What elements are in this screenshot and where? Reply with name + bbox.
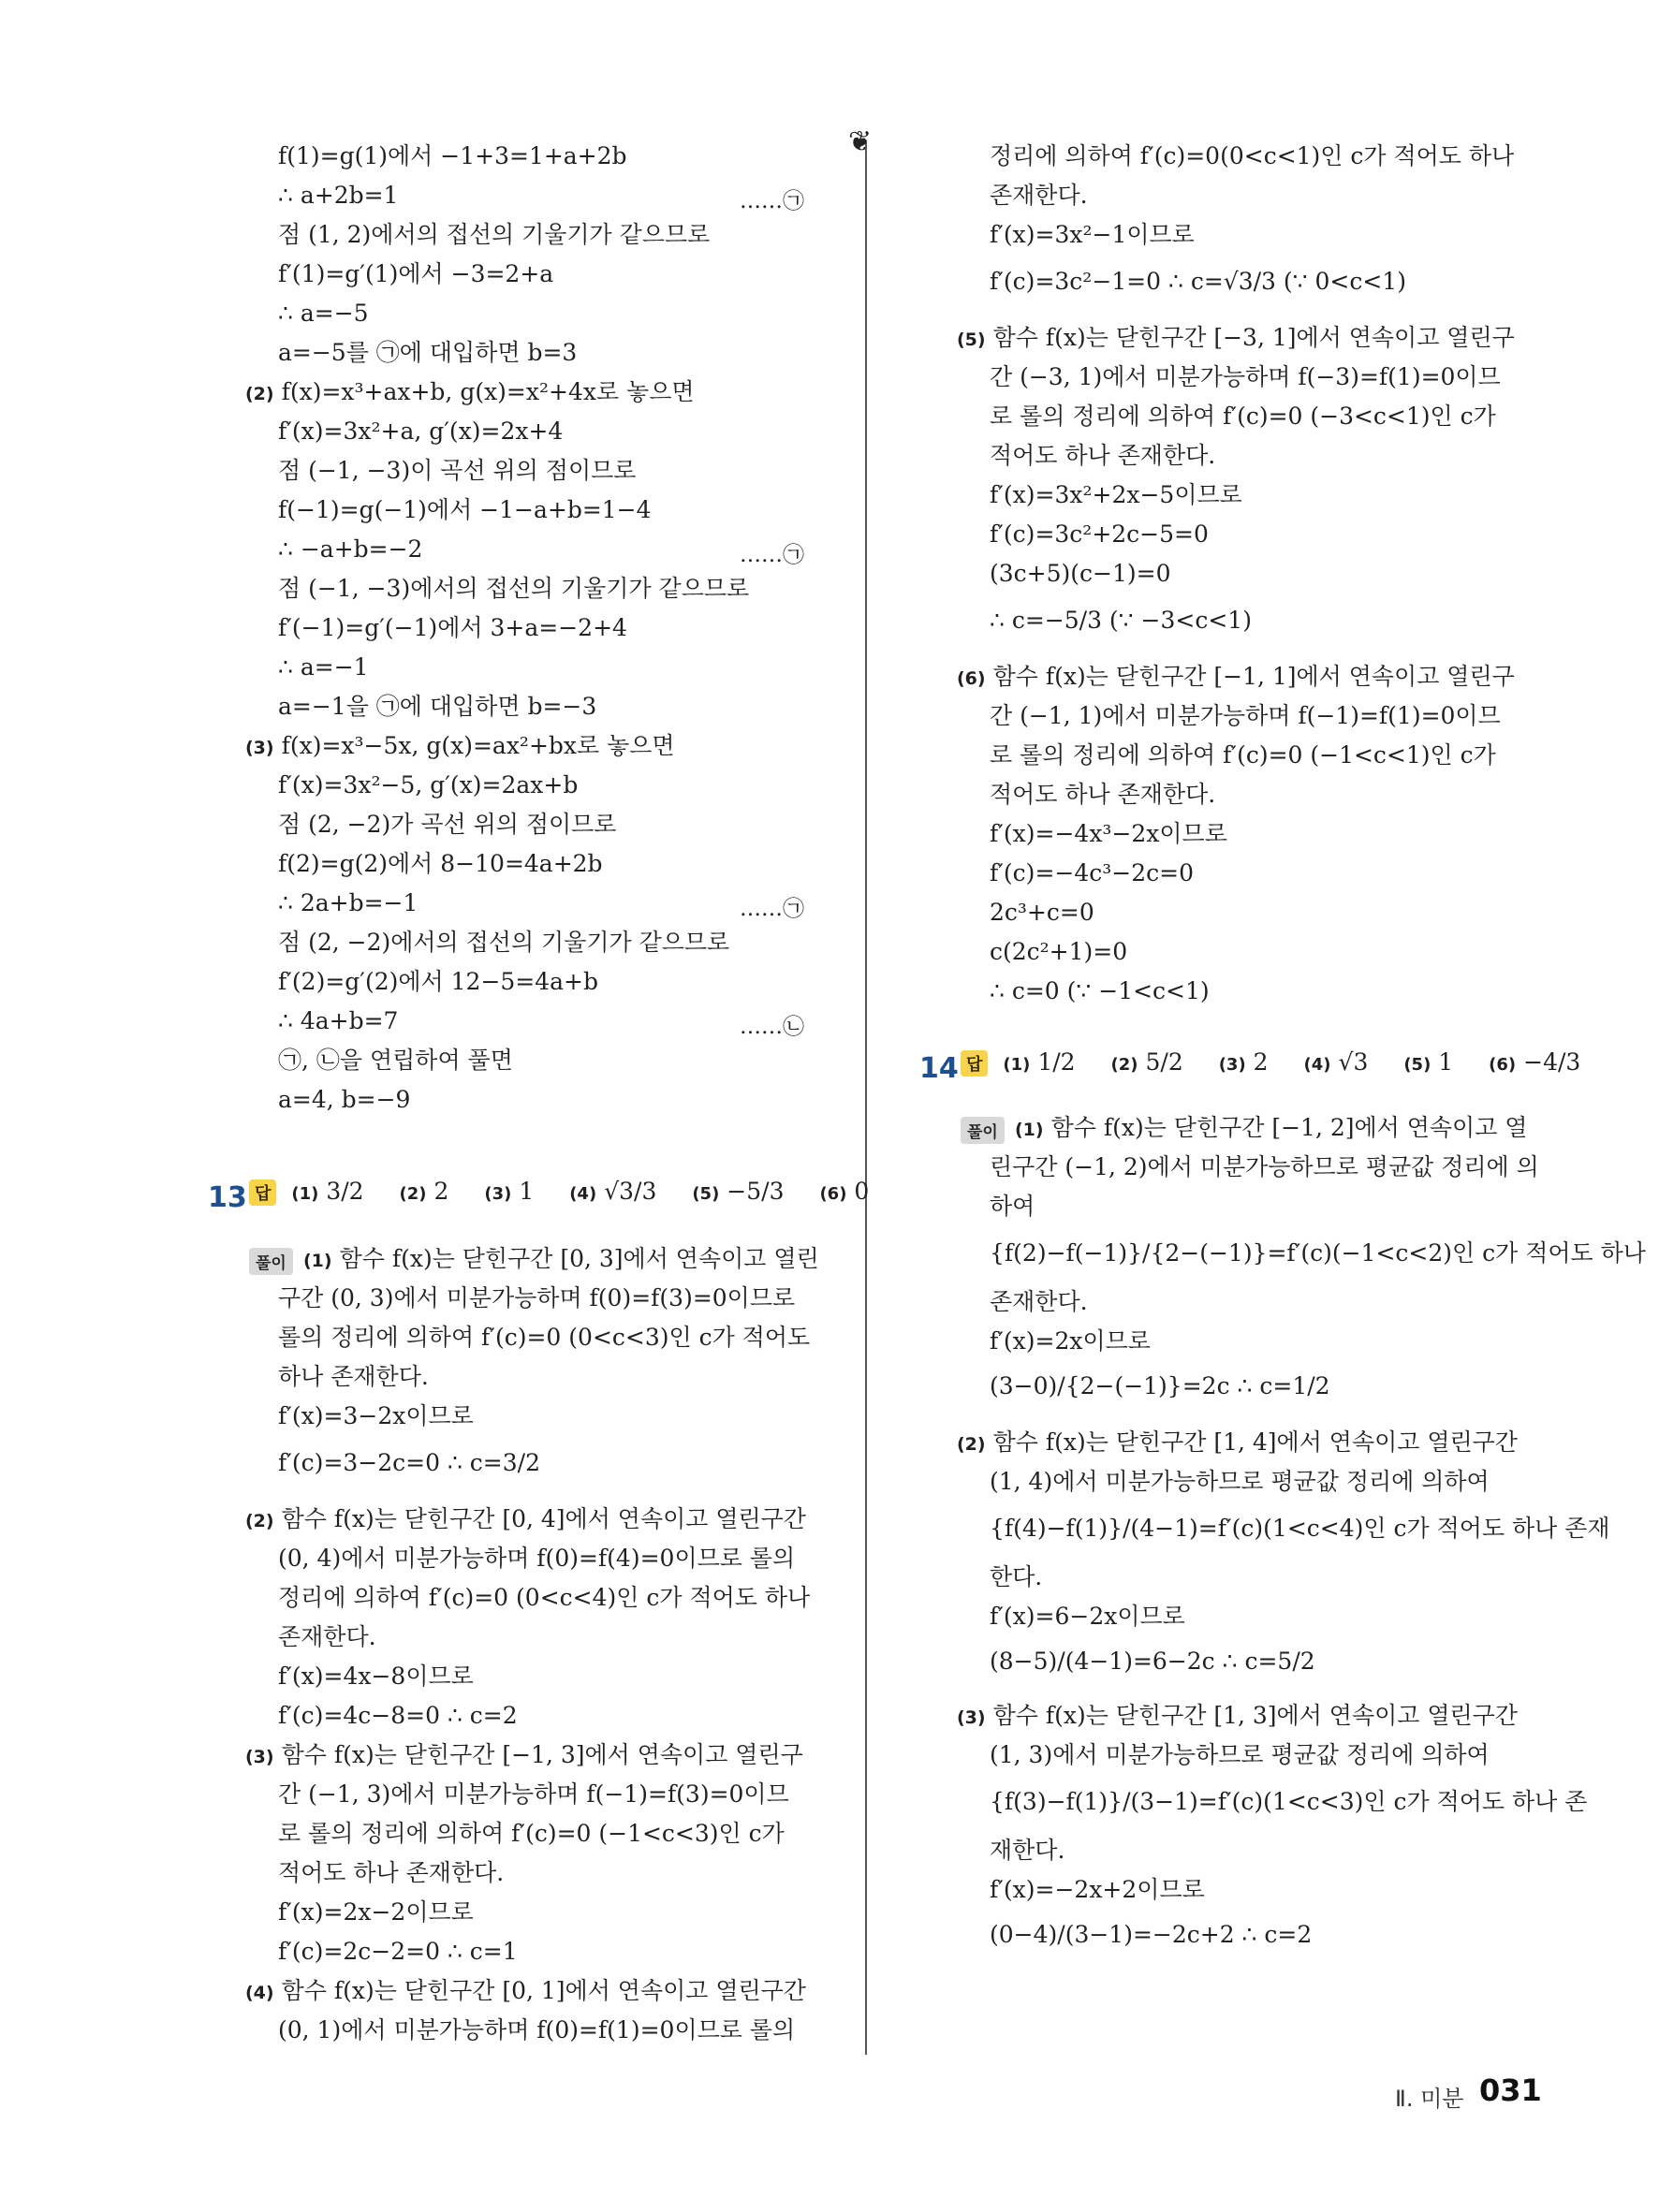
solution-line: 적어도 하나 존재한다. — [990, 781, 1216, 808]
solution-line: 적어도 하나 존재한다. — [990, 442, 1216, 469]
solution-line: 재한다. — [990, 1837, 1065, 1864]
solution-line: f(1)=g(1)에서 −1+3=1+a+2b — [278, 142, 627, 169]
solution-tag: 풀이 — [249, 1248, 293, 1275]
solution-line: f′(1)=g′(1)에서 −3=2+a — [278, 260, 554, 287]
column-divider — [865, 140, 867, 2055]
solution-line: (6) 함수 f(x)는 닫힌구간 [−1, 1]에서 연속이고 열린구 — [957, 663, 1515, 690]
solution-line: ∴ 2a+b=−1 — [278, 889, 418, 916]
solution-line: f′(c)=4c−8=0 ∴ c=2 — [278, 1702, 518, 1729]
solution-line: f(−1)=g(−1)에서 −1−a+b=1−4 — [278, 496, 652, 523]
solution-line: 점 (−1, −3)에서의 접선의 기울기가 같으므로 — [278, 575, 750, 602]
solution-line: 간 (−1, 3)에서 미분가능하며 f(−1)=f(3)=0이므 — [278, 1780, 789, 1808]
solution-line: 로 롤의 정리에 의하여 f′(c)=0 (−3<c<1)인 c가 — [990, 403, 1496, 430]
solution-line: f′(x)=3x²+2x−5이므로 — [990, 481, 1242, 508]
solution-line: (8−5)/(4−1)=6−2c ∴ c=5/2 — [990, 1648, 1315, 1675]
answer-tag: 답 — [249, 1179, 276, 1206]
solution-line: (0, 4)에서 미분가능하며 f(0)=f(4)=0이므로 롤의 — [278, 1545, 796, 1572]
solution-line: (0−4)/(3−1)=−2c+2 ∴ c=2 — [990, 1921, 1313, 1948]
solution-line: f′(x)=2x이므로 — [990, 1327, 1151, 1355]
solution-line: (2) 함수 f(x)는 닫힌구간 [1, 4]에서 연속이고 열린구간 — [957, 1428, 1518, 1456]
answer-tag: 답 — [961, 1050, 988, 1077]
solution-line: (0, 1)에서 미분가능하며 f(0)=f(1)=0이므로 롤의 — [278, 2016, 796, 2044]
solution-line: f′(c)=3c²−1=0 ∴ c=√3/3 (∵ 0<c<1) — [990, 268, 1406, 295]
solution-line: ∴ 4a+b=7 — [278, 1007, 399, 1034]
answer-value: 1 — [1438, 1048, 1454, 1076]
solution-line: f′(c)=2c−2=0 ∴ c=1 — [278, 1938, 518, 1965]
solution-line: 정리에 의하여 f′(c)=0(0<c<1)인 c가 적어도 하나 — [990, 142, 1515, 169]
solution-line: {f(2)−f(−1)}/{2−(−1)}=f′(c)(−1<c<2)인 c가 적어도 하나 — [990, 1239, 1646, 1267]
solution-line: ∴ −a+b=−2 — [278, 535, 423, 563]
answer-value: 1/2 — [1037, 1048, 1076, 1076]
problem-number: 13 — [208, 1181, 247, 1214]
solution-line: (3) 함수 f(x)는 닫힌구간 [−1, 3]에서 연속이고 열린구 — [245, 1741, 803, 1768]
answer-value: √3 — [1338, 1048, 1369, 1076]
solution-line: 구간 (0, 3)에서 미분가능하며 f(0)=f(3)=0이므로 — [278, 1284, 796, 1311]
solution-line: 2c³+c=0 — [990, 899, 1094, 926]
solution-line: a=−1을 ㉠에 대입하면 b=−3 — [278, 693, 597, 720]
solution-line: {f(4)−f(1)}/(4−1)=f′(c)(1<c<4)인 c가 적어도 하나 존재 — [990, 1515, 1610, 1542]
solution-line: f′(c)=−4c³−2c=0 — [990, 859, 1194, 886]
solution-line: f′(x)=3−2x이므로 — [278, 1402, 474, 1429]
solution-line: (5) 함수 f(x)는 닫힌구간 [−3, 1]에서 연속이고 열린구 — [957, 324, 1515, 351]
solution-line: 적어도 하나 존재한다. — [278, 1859, 505, 1886]
solution-line: f′(c)=3−2c=0 ∴ c=3/2 — [278, 1449, 540, 1476]
solution-line: f′(2)=g′(2)에서 12−5=4a+b — [278, 968, 599, 995]
solution-line: 존재한다. — [990, 1288, 1088, 1315]
solution-line: ∴ a+2b=1 — [278, 182, 399, 209]
solution-line: f′(c)=3c²+2c−5=0 — [990, 520, 1209, 548]
answer-list: 답 (1) 1/2 (2) 5/2 (3) 2 (4) √3 (5) 1 (6) −4/3 — [961, 1048, 1608, 1077]
solution-line: 하나 존재한다. — [278, 1363, 429, 1390]
equation-mark: ……㉠ — [740, 543, 804, 567]
solution-line: (3c+5)(c−1)=0 — [990, 560, 1171, 587]
solution-line: (1) 함수 f(x)는 닫힌구간 [−1, 2]에서 연속이고 열 — [1015, 1114, 1528, 1141]
solution-line: ∴ a=−5 — [278, 300, 369, 327]
solution-line: (1, 4)에서 미분가능하므로 평균값 정리에 의하여 — [990, 1468, 1490, 1495]
solution-line: 린구간 (−1, 2)에서 미분가능하므로 평균값 정리에 의 — [990, 1153, 1539, 1180]
divider-ornament-icon: ❦ — [848, 125, 873, 158]
equation-mark: ……㉠ — [740, 897, 804, 921]
solution-line: 롤의 정리에 의하여 f′(c)=0 (0<c<3)인 c가 적어도 — [278, 1324, 811, 1351]
equation-mark: ……㉠ — [740, 189, 804, 213]
solution-line: f′(x)=3x²−5, g′(x)=2ax+b — [278, 771, 579, 798]
solution-line: f′(x)=4x−8이므로 — [278, 1663, 474, 1690]
solution-line: f(2)=g(2)에서 8−10=4a+2b — [278, 850, 603, 877]
solution-line: ∴ c=−5/3 (∵ −3<c<1) — [990, 607, 1252, 634]
solution-line: 존재한다. — [990, 182, 1088, 209]
answer-value: 1 — [519, 1178, 535, 1205]
answer-value: √3/3 — [604, 1178, 657, 1205]
equation-mark: ……㉡ — [740, 1015, 804, 1039]
solution-line: (2) f(x)=x³+ax+b, g(x)=x²+4x로 놓으면 — [245, 378, 695, 405]
answer-list: 답 (1) 3/2 (2) 2 (3) 1 (4) √3/3 (5) −5/3 (6) 0 — [249, 1178, 897, 1206]
solution-line: (3−0)/{2−(−1)}=2c ∴ c=1/2 — [990, 1372, 1330, 1399]
solution-line: (1, 3)에서 미분가능하므로 평균값 정리에 의하여 — [990, 1741, 1490, 1768]
answer-value: 0 — [854, 1178, 870, 1205]
solution-line: 점 (−1, −3)이 곡선 위의 점이므로 — [278, 457, 637, 484]
solution-line: f′(x)=6−2x이므로 — [990, 1603, 1185, 1630]
solution-line: (4) 함수 f(x)는 닫힌구간 [0, 1]에서 연속이고 열린구간 — [245, 1977, 806, 2004]
solution-line: 점 (2, −2)가 곡선 위의 점이므로 — [278, 811, 617, 838]
solution-line: 한다. — [990, 1563, 1043, 1590]
solution-line: 점 (1, 2)에서의 접선의 기울기가 같으므로 — [278, 221, 711, 248]
problem-number: 14 — [919, 1052, 959, 1085]
solution-line: {f(3)−f(1)}/(3−1)=f′(c)(1<c<3)인 c가 적어도 하나 존 — [990, 1788, 1588, 1815]
solution-line: 간 (−1, 1)에서 미분가능하며 f(−1)=f(1)=0이므 — [990, 702, 1501, 729]
solution-line: c(2c²+1)=0 — [990, 938, 1128, 965]
solution-line: f′(−1)=g′(−1)에서 3+a=−2+4 — [278, 614, 627, 641]
answer-value: 3/2 — [326, 1178, 364, 1205]
solution-line: f′(x)=3x²−1이므로 — [990, 221, 1195, 248]
solution-line: ㉠, ㉡을 연립하여 풀면 — [278, 1047, 513, 1074]
answer-value: 2 — [1253, 1048, 1269, 1076]
answer-value: 2 — [433, 1178, 449, 1205]
solution-line: ∴ c=0 (∵ −1<c<1) — [990, 977, 1210, 1004]
solution-line: (2) 함수 f(x)는 닫힌구간 [0, 4]에서 연속이고 열린구간 — [245, 1505, 806, 1532]
solution-line: f′(x)=−2x+2이므로 — [990, 1876, 1205, 1903]
solution-line: (1) 함수 f(x)는 닫힌구간 [0, 3]에서 연속이고 열린 — [303, 1245, 819, 1272]
solution-line: f′(x)=3x²+a, g′(x)=2x+4 — [278, 417, 564, 445]
solution-line: 점 (2, −2)에서의 접선의 기울기가 같으므로 — [278, 929, 730, 956]
answer-value: −5/3 — [727, 1178, 785, 1205]
solution-line: ∴ a=−1 — [278, 653, 369, 681]
solution-line: 정리에 의하여 f′(c)=0 (0<c<4)인 c가 적어도 하나 — [278, 1584, 811, 1611]
footer-section-title: Ⅱ. 미분 — [1395, 2086, 1464, 2112]
solution-line: a=4, b=−9 — [278, 1086, 411, 1113]
answer-value: 5/2 — [1145, 1048, 1183, 1076]
solution-line: (3) 함수 f(x)는 닫힌구간 [1, 3]에서 연속이고 열린구간 — [957, 1702, 1518, 1729]
answer-value: −4/3 — [1523, 1048, 1581, 1076]
solution-line: 로 롤의 정리에 의하여 f′(c)=0 (−1<c<3)인 c가 — [278, 1820, 785, 1847]
solution-tag: 풀이 — [961, 1117, 1005, 1144]
solution-line: f′(x)=2x−2이므로 — [278, 1898, 474, 1926]
solution-line: 존재한다. — [278, 1623, 376, 1650]
solution-line: (3) f(x)=x³−5x, g(x)=ax²+bx로 놓으면 — [245, 732, 675, 759]
solution-line: 하여 — [990, 1193, 1035, 1220]
solution-line: 간 (−3, 1)에서 미분가능하며 f(−3)=f(1)=0이므 — [990, 363, 1501, 390]
solution-line: f′(x)=−4x³−2x이므로 — [990, 820, 1227, 847]
page-number: 031 — [1479, 2073, 1542, 2108]
solution-line: 로 롤의 정리에 의하여 f′(c)=0 (−1<c<1)인 c가 — [990, 741, 1496, 769]
solution-line: a=−5를 ㉠에 대입하면 b=3 — [278, 339, 578, 366]
